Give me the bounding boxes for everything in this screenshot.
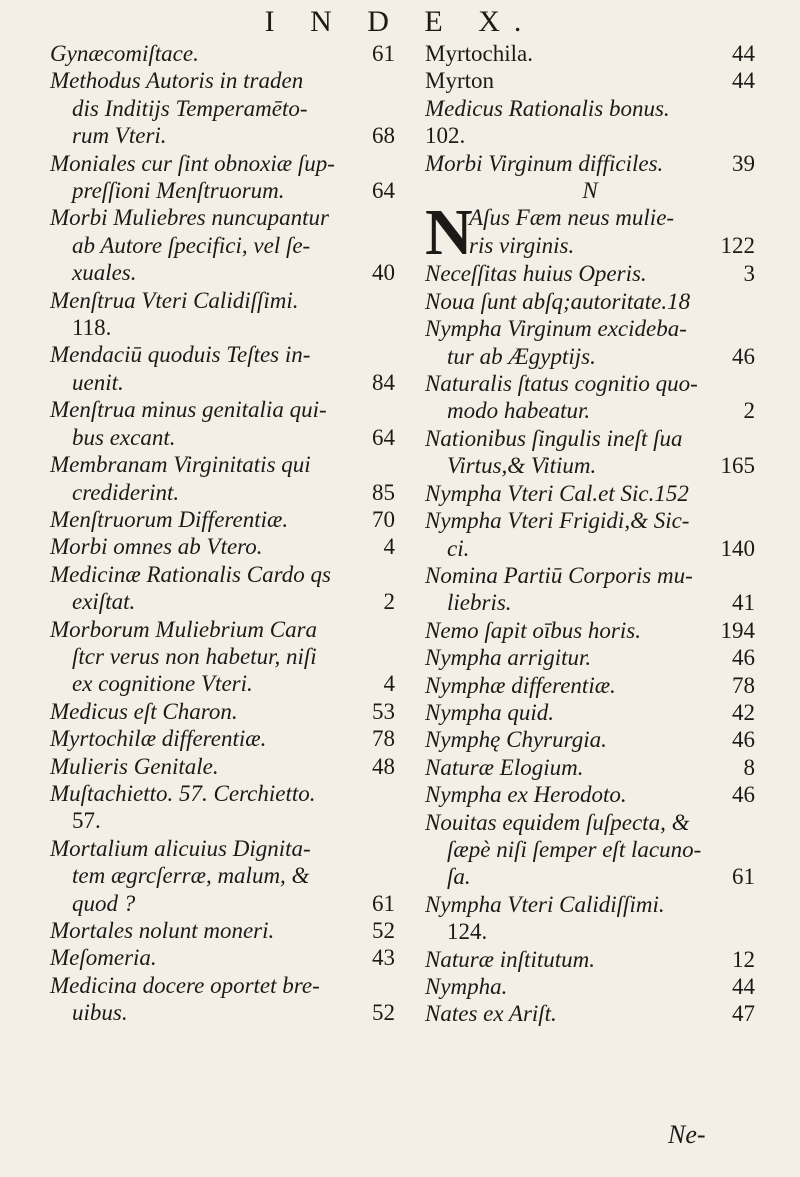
entry-text: 57. (72, 808, 101, 834)
index-entry (50, 369, 395, 396)
entry-text: Gynæcomiſtace. (50, 41, 199, 66)
index-entry (50, 396, 395, 423)
index-entry (425, 809, 755, 836)
index-entry (425, 1000, 755, 1027)
entry-page-number: 2 (743, 398, 755, 424)
index-entry (50, 232, 395, 259)
index-entry (50, 944, 395, 971)
index-entry (469, 204, 755, 231)
entry-page-number: 42 (732, 699, 755, 725)
drop-cap-initial: N (425, 196, 473, 270)
index-entry (425, 918, 755, 945)
entry-page-number: 41 (732, 590, 755, 616)
entry-text: ris virginis. (469, 232, 575, 258)
entry-page-number: 43 (372, 945, 395, 971)
entry-page-number: 48 (372, 753, 395, 779)
entry-text: uibus. (72, 1000, 128, 1026)
entry-text: Nates ex Ariſt. (425, 1001, 557, 1027)
index-entry (425, 644, 755, 671)
entry-text: Mortales nolunt moneri. (50, 918, 275, 943)
entry-text: Myrtochila. (425, 41, 533, 66)
entry-text: Nympha Vteri Calidiſſimi. (425, 891, 665, 917)
index-entry (50, 95, 395, 122)
index-entry (425, 425, 755, 452)
entry-text: Nymphæ differentiæ. (425, 672, 616, 698)
entry-page-number: 44 (732, 41, 755, 66)
index-entry (469, 232, 755, 259)
index-entry (50, 424, 395, 451)
index-entry (425, 891, 755, 918)
right-bottom-entries (425, 260, 755, 1027)
entry-text: modo habeatur. (447, 398, 591, 424)
entry-text: Mortalium alicuius Dignita- (50, 835, 311, 861)
index-entry (425, 562, 755, 589)
initial-entry-lines (469, 204, 755, 259)
left-column (50, 40, 395, 1027)
entry-page-number: 4 (383, 671, 395, 697)
entry-page-number: 52 (372, 918, 395, 943)
right-top-entries (425, 40, 755, 177)
index-entry (425, 260, 755, 287)
entry-page-number: 46 (732, 343, 755, 369)
index-entry (50, 506, 395, 533)
entry-text: Mulieris Genitale. (50, 753, 219, 779)
index-entry (425, 617, 755, 644)
entry-text: Nomina Partiū Corporis mu- (425, 562, 693, 588)
index-entry (50, 67, 395, 94)
right-column (425, 40, 755, 1028)
entry-page-number: 53 (372, 698, 395, 724)
entry-text: Medicus eſt Charon. (50, 698, 238, 724)
index-entry (425, 480, 755, 507)
entry-page-number: 47 (732, 1001, 755, 1027)
entry-page-number: 122 (720, 232, 755, 258)
index-entry (425, 452, 755, 479)
entry-text: Naturæ Elogium. (425, 754, 584, 780)
entry-page-number: 12 (732, 946, 755, 972)
entry-page-number: 84 (372, 369, 395, 395)
entry-page-number: 70 (372, 506, 395, 532)
entry-text: Nympha Vteri Frigidi,& Sic- (425, 508, 690, 534)
entry-text: crediderint. (72, 479, 180, 505)
index-entry (50, 862, 395, 889)
entry-text: Menſtrua Vteri Calidiſſimi. (50, 287, 299, 313)
entry-page-number: 3 (743, 261, 755, 287)
index-entry (425, 754, 755, 781)
entry-text: Myrton (425, 68, 494, 94)
entry-page-number: 46 (732, 727, 755, 753)
initial-entry (425, 196, 755, 270)
entry-text: Morbi Virginum difficiles. (425, 150, 664, 176)
entry-page-number: 52 (372, 1000, 395, 1026)
entry-text: Nympha arrigitur. (425, 645, 592, 671)
index-entry (425, 946, 755, 973)
index-entry (50, 533, 395, 560)
index-entry (50, 451, 395, 478)
entry-text: uenit. (72, 369, 124, 395)
entry-text: Morbi Muliebres nuncupantur (50, 205, 329, 231)
entry-text: Naturalis ſtatus cognitio quo- (425, 371, 698, 397)
entry-text: dis Inditijs Temperamēto- (72, 95, 308, 121)
entry-text: 124. (447, 919, 488, 945)
index-entry (50, 890, 395, 917)
entry-text: ci. (447, 535, 470, 561)
entry-text: Noua ſunt abſq;autoritate.18 (425, 288, 691, 314)
entry-text: 118. (72, 315, 112, 341)
entry-text: Nympha Vteri Cal.et Sic.152 (425, 480, 689, 506)
entry-page-number: 78 (732, 672, 755, 698)
index-entry (425, 40, 755, 67)
entry-text: tur ab Ægyptijs. (447, 343, 596, 369)
entry-text: Membranam Virginitatis qui (50, 452, 311, 478)
entry-text: Medicina docere oportet bre- (50, 972, 320, 998)
entry-text: Aſus Fæm neus mulie- (469, 205, 675, 231)
index-entry (50, 643, 395, 670)
index-entry (425, 726, 755, 753)
entry-text: Nympha quid. (425, 699, 555, 725)
entry-text: 102. (425, 123, 466, 149)
entry-text: tem ægrcſerræ, malum, & (72, 863, 310, 889)
index-entry (425, 343, 755, 370)
entry-page-number: 4 (383, 534, 395, 560)
index-entry (50, 40, 395, 67)
entry-page-number: 68 (372, 123, 395, 149)
index-entry (425, 781, 755, 808)
entry-text: liebris. (447, 590, 512, 616)
index-entry (50, 616, 395, 643)
index-entry (425, 507, 755, 534)
entry-text: Medicinæ Rationalis Cardo qs (50, 561, 331, 587)
index-entry (50, 259, 395, 286)
entry-page-number: 194 (720, 617, 755, 643)
index-entry (425, 672, 755, 699)
index-entry (425, 397, 755, 424)
entry-text: Myrtochilæ differentiæ. (50, 726, 267, 752)
entry-text: Nationibus ſingulis ineſt ſua (425, 425, 683, 451)
index-entry (50, 780, 395, 807)
entry-page-number: 40 (372, 260, 395, 286)
entry-page-number: 8 (743, 754, 755, 780)
index-entry (425, 836, 755, 863)
section-letter: N (582, 178, 598, 204)
entry-text: Moniales cur ſint obnoxiæ ſup- (50, 150, 335, 176)
index-entry (425, 370, 755, 397)
index-entry (50, 314, 395, 341)
index-entry (425, 95, 755, 122)
index-entry (50, 479, 395, 506)
entry-page-number: 2 (383, 589, 395, 615)
entry-page-number: 85 (372, 479, 395, 505)
entry-text: Naturæ inſtitutum. (425, 946, 595, 972)
entry-text: ab Autore ſpecifici, vel ſe- (72, 232, 311, 258)
index-entry (50, 122, 395, 149)
entry-text: rum Vteri. (72, 123, 167, 149)
entry-text: Neceſſitas huius Operis. (425, 261, 647, 287)
index-entry (50, 287, 395, 314)
entry-page-number: 44 (732, 974, 755, 999)
entry-text: bus excant. (72, 424, 176, 450)
index-entry (50, 341, 395, 368)
entry-text: Muſtachietto. 57. Cerchietto. (50, 780, 316, 806)
catchword: Ne- (668, 1120, 706, 1149)
index-entry (425, 973, 755, 1000)
index-entry (50, 835, 395, 862)
index-entry (425, 863, 755, 890)
entry-page-number: 46 (732, 782, 755, 808)
index-entry (50, 670, 395, 697)
entry-page-number: 44 (732, 68, 755, 94)
entry-page-number: 61 (372, 890, 395, 916)
index-entry (50, 972, 395, 999)
entry-text: Nouitas equidem ſuſpecta, & (425, 809, 690, 835)
entry-text: preſſioni Menſtruorum. (72, 178, 285, 204)
index-entry (50, 204, 395, 231)
entry-page-number: 165 (720, 453, 755, 479)
index-entry (50, 917, 395, 944)
entry-text: Meſomeria. (50, 945, 157, 971)
entry-text: ſtcr verus non habetur, niſi (72, 643, 317, 669)
entry-text: Nemo ſapit oībus horis. (425, 617, 641, 643)
entry-text: ſæpè niſi ſemper eſt lacuno- (447, 836, 702, 862)
entry-text: Nympha ex Herodoto. (425, 782, 627, 808)
index-entry (425, 535, 755, 562)
section-heading-n (425, 177, 755, 204)
index-entry (50, 561, 395, 588)
index-entry (425, 288, 755, 315)
index-entry (50, 588, 395, 615)
page-header: I N D E X. (264, 5, 536, 38)
entry-text: Morbi omnes ab Vtero. (50, 534, 263, 560)
entry-text: ſa. (447, 864, 471, 890)
index-entry (50, 725, 395, 752)
index-entry (425, 150, 755, 177)
index-entry (50, 177, 395, 204)
entry-page-number: 61 (732, 864, 755, 890)
entry-text: xuales. (72, 260, 137, 286)
entry-text: Menſtruorum Differentiæ. (50, 506, 289, 532)
entry-text: exiſtat. (72, 589, 136, 615)
entry-text: Nympha Virginum excideba- (425, 316, 687, 342)
entry-text: Nymphę Chyrurgia. (425, 727, 607, 753)
index-entry (425, 699, 755, 726)
entry-page-number: 64 (372, 178, 395, 204)
index-entry (50, 753, 395, 780)
entry-text: Methodus Autoris in traden (50, 68, 304, 94)
entry-page-number: 46 (732, 645, 755, 671)
entry-text: ex cognitione Vteri. (72, 671, 253, 697)
entry-text: Medicus Rationalis bonus. (425, 95, 670, 121)
entry-text: Morborum Muliebrium Cara (50, 616, 318, 642)
index-entry (425, 67, 755, 94)
entry-page-number: 140 (720, 535, 755, 561)
entry-page-number: 64 (372, 424, 395, 450)
entry-page-number: 61 (372, 41, 395, 66)
entry-text: quod ? (72, 890, 136, 916)
entry-text: Nympha. (425, 974, 508, 999)
index-entry (425, 315, 755, 342)
index-entry (425, 589, 755, 616)
entry-text: Virtus,& Vitium. (447, 453, 597, 479)
index-entry (50, 698, 395, 725)
entry-text: Menſtrua minus genitalia qui- (50, 397, 327, 423)
entry-page-number: 39 (732, 150, 755, 176)
index-entry (50, 150, 395, 177)
entry-page-number: 78 (372, 726, 395, 752)
index-entry (50, 999, 395, 1026)
entry-text: Mendaciū quoduis Teſtes in- (50, 342, 311, 368)
index-entry (50, 807, 395, 834)
index-entry (425, 122, 755, 149)
